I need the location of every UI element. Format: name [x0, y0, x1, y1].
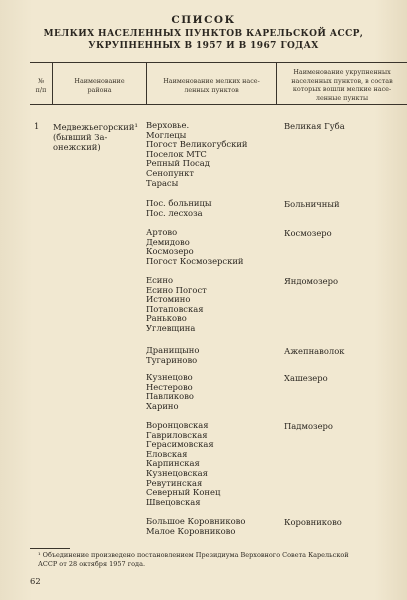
small-settlement: Дранищыно [146, 345, 200, 355]
small-settlement: Артово [146, 227, 178, 237]
header-enlarged-line-2: населенных пунктов, в состав [291, 76, 393, 85]
row-number: 1 [34, 121, 40, 131]
small-settlement: Пос. больницы [146, 198, 212, 208]
enlarged-settlement: Яндомозеро [284, 276, 339, 286]
small-settlement: Большое Коровниково [146, 516, 246, 526]
small-settlement: Ревутинская [146, 477, 203, 488]
page-number: 62 [30, 576, 41, 586]
header-number [30, 77, 52, 94]
small-settlement: Есино [146, 275, 174, 285]
small-settlement: Малое Коровниково [146, 525, 236, 536]
table-header-bottom-rule [30, 104, 407, 105]
subtitle-line-1: МЕЛКИХ НАСЕЛЕННЫХ ПУНКТОВ КАРЕЛЬСКОЙ АССР, [43, 29, 364, 39]
small-settlement: Истомино [146, 294, 191, 305]
district-name [53, 122, 141, 152]
enlarged-settlement: Ажепнаволок [284, 346, 345, 356]
small-settlement: Космозеро [146, 246, 194, 257]
header-district [53, 77, 146, 94]
small-settlement: Еловская [146, 448, 188, 459]
header-enlarged-line-4: ленные пункты [315, 93, 369, 102]
district-line-2: (бывший За- [53, 132, 108, 142]
small-settlement: Погост Великогубский [146, 139, 248, 150]
small-settlement: Северный Конец [146, 487, 221, 498]
small-settlement: Кузнецово [146, 372, 193, 382]
header-number-line-2: п/п [35, 85, 47, 94]
small-settlement: Репный Посад [146, 158, 210, 169]
header-enlarged-line-3: которых вошли мелкие насе- [292, 85, 392, 93]
small-settlement: Карпинская [146, 458, 200, 469]
small-settlement: Кузнецовская [146, 468, 208, 478]
small-settlement: Воронцовская [146, 420, 209, 430]
enlarged-settlement: Космозеро [284, 228, 332, 238]
small-settlement: Нестерово [146, 381, 193, 392]
footnote-rule [30, 548, 70, 549]
small-settlement: Пос. лесхоза [146, 207, 203, 218]
small-settlement: Потаповская [146, 303, 204, 314]
enlarged-settlement: Падмозеро [284, 421, 333, 431]
footnote-line-2: АССР от 28 октября 1957 года. [38, 559, 146, 568]
small-settlement: Моглецы [146, 129, 187, 140]
subtitle-line-2: УКРУПНЕННЫХ В 1957 И В 1967 ГОДАХ [88, 41, 319, 51]
header-small-settlements [147, 77, 276, 94]
small-settlement: Раньково [146, 313, 187, 324]
small-settlement: Харино [146, 400, 179, 411]
small-settlement: Углевщина [146, 323, 196, 333]
footnote-line-1: ¹ Объединение произведено постановлением Президиума Верховного Совета Карельской [38, 551, 349, 559]
small-settlement: Поселок МТС [146, 148, 207, 159]
table-top-rule [30, 62, 407, 63]
small-settlement: Тарасы [146, 177, 179, 188]
small-settlement: Гавриловская [146, 429, 208, 440]
small-settlement: Павликово [146, 391, 194, 402]
header-district-line-1: Наименование [74, 77, 125, 85]
footnote [30, 551, 407, 568]
enlarged-settlement: Коровниково [284, 517, 342, 527]
small-settlement: Тугариново [146, 354, 198, 365]
small-settlement: Погост Космозерский [146, 255, 244, 266]
header-small-line-2: ленных пунктов [184, 85, 239, 94]
header-small-line-1: Наименование мелких насе- [163, 77, 260, 85]
header-district-line-2: района [87, 85, 112, 94]
page-title: СПИСОК [171, 14, 236, 26]
enlarged-settlement: Хашезеро [284, 373, 328, 383]
small-settlement: Сенопункт [146, 168, 194, 178]
header-enlarged-settlements [277, 68, 407, 102]
enlarged-settlement: Великая Губа [284, 121, 345, 131]
small-settlement: Швецовская [146, 496, 201, 507]
small-settlement: Демидово [146, 236, 190, 247]
enlarged-settlement: Больничный [284, 199, 340, 209]
header-number-line-1: № [37, 77, 45, 85]
small-settlement: Герасимовская [146, 439, 214, 450]
header-enlarged-line-1: Наименование укрупненных [293, 68, 391, 76]
district-line-1: Медвежьегорский¹ [53, 122, 138, 132]
small-settlement: Верховье. [146, 120, 190, 130]
district-line-3: онежский) [53, 142, 101, 152]
small-settlement: Есино Погост [146, 284, 207, 295]
